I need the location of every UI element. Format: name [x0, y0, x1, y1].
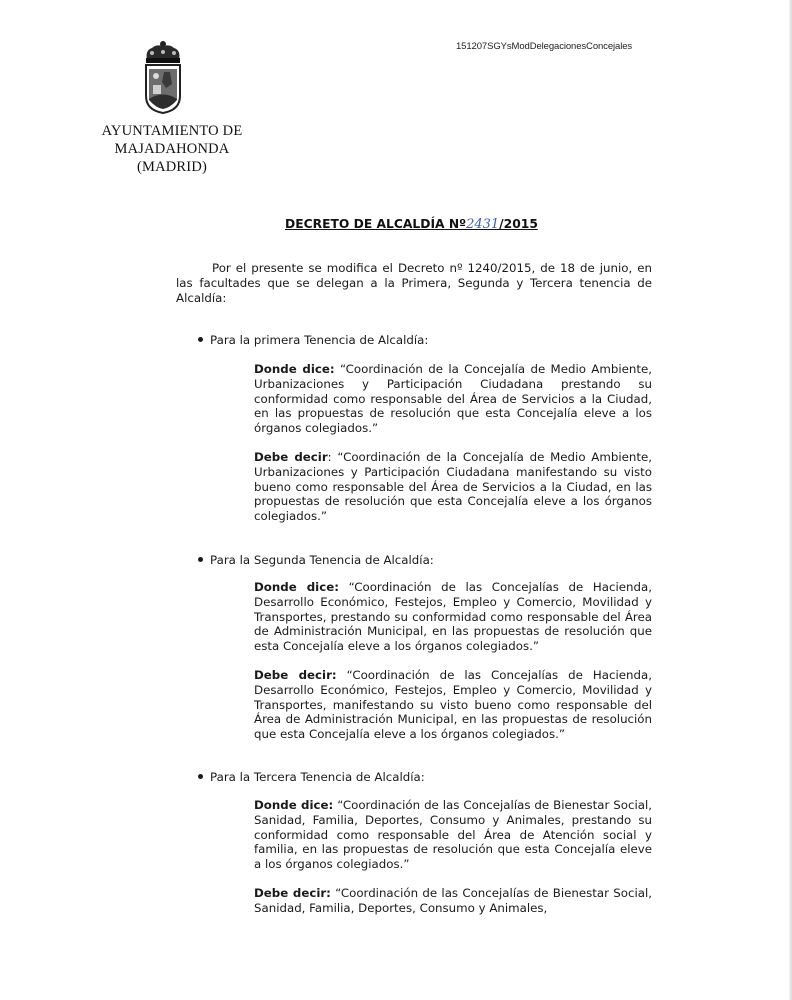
section-2-heading: Para la Segunda Tenencia de Alcaldía:	[210, 553, 434, 567]
section-2-debe-decir	[254, 668, 652, 742]
section-1-bullet	[198, 333, 428, 347]
municipality-line-3: (MADRID)	[136, 159, 208, 175]
section-3-bullet	[198, 770, 425, 784]
donde-dice-text: “Coordinación de las Concejalías de Bienestar Social, Sanidad, Familia, Deportes, Consumo y Animales, prestando su conformidad como responsable del Área de Atención social y familia, en las propuestas de resolución que esta Concejalía eleve a los órganos colegiados.”	[254, 798, 652, 872]
decree-title	[285, 217, 538, 232]
decree-title-year: /2015	[499, 217, 538, 231]
donde-dice-label: Donde dice:	[254, 798, 334, 812]
bullet-dot-icon	[198, 557, 203, 562]
debe-decir-label: Debe decir:	[254, 886, 331, 900]
debe-decir-text: “Coordinación de las Concejalías de Hacienda, Desarrollo Económico, Festejos, Empleo y Comercio, Movilidad y Transportes, manifestando su visto bueno como responsable del Área de Administración Municipal, en las propuestas de resolución que esta Concejalía eleve a los órganos colegiados.”	[254, 668, 652, 742]
section-2-bullet	[198, 553, 434, 567]
section-1-heading: Para la primera Tenencia de Alcaldía:	[210, 333, 429, 347]
donde-dice-text: “Coordinación de la Concejalía de Medio Ambiente, Urbanizaciones y Participación Ciudadana prestando su conformidad como responsable del Área de Servicios a la Ciudad, en las propuestas de resolución que esta Concejalía eleve a los órganos colegiados.”	[254, 362, 652, 436]
bullet-dot-icon	[198, 774, 203, 779]
document-reference: 151207SGYsModDelegacionesConcejales	[456, 41, 633, 52]
bullet-dot-icon	[198, 337, 203, 342]
municipality-line-2: MAJADAHONDA	[114, 141, 230, 157]
debe-decir-text: “Coordinación de las Concejalías de Bienestar Social, Sanidad, Familia, Deportes, Consumo y Animales,	[254, 886, 652, 915]
debe-decir-label: Debe decir:	[254, 668, 337, 682]
intro-text: Por el presente se modifica el Decreto nº 1240/2015, de 18 de junio, en las facultades que se delegan a la Primera, Segunda y Tercera tenencia de Alcaldía:	[176, 261, 652, 305]
donde-dice-label: Donde dice:	[254, 362, 335, 376]
section-3-donde-dice	[254, 798, 652, 872]
coat-of-arms-icon	[140, 38, 186, 114]
debe-decir-label: Debe decir	[254, 450, 328, 464]
section-3-debe-decir	[254, 886, 652, 916]
section-3-heading: Para la Tercera Tenencia de Alcaldía:	[210, 770, 425, 784]
debe-decir-text: : “Coordinación de la Concejalía de Medio Ambiente, Urbanizaciones y Participación Ciudadana manifestando su visto bueno como responsable del Área de Servicios a la Ciudad, en las propuestas de resolución que esta Concejalía eleve a los órganos colegiados.”	[254, 450, 652, 524]
section-2-donde-dice	[254, 580, 652, 654]
municipality-name	[92, 122, 252, 176]
municipality-line-1: AYUNTAMIENTO DE	[101, 123, 243, 139]
donde-dice-text: “Coordinación de las Concejalías de Hacienda, Desarrollo Económico, Festejos, Empleo y Comercio, Movilidad y Transportes, prestando su conformidad como responsable del Área de Administración Municipal, en las propuestas de resolución que esta Concejalía eleve a los órganos colegiados.”	[254, 580, 652, 654]
handwritten-decree-number: 2431	[466, 217, 500, 232]
decree-title-prefix: DECRETO DE ALCALDÍA Nº	[285, 217, 467, 231]
intro-paragraph	[176, 261, 652, 305]
section-1-donde-dice	[254, 362, 652, 436]
section-1-debe-decir	[254, 450, 652, 524]
donde-dice-label: Donde dice:	[254, 580, 339, 594]
